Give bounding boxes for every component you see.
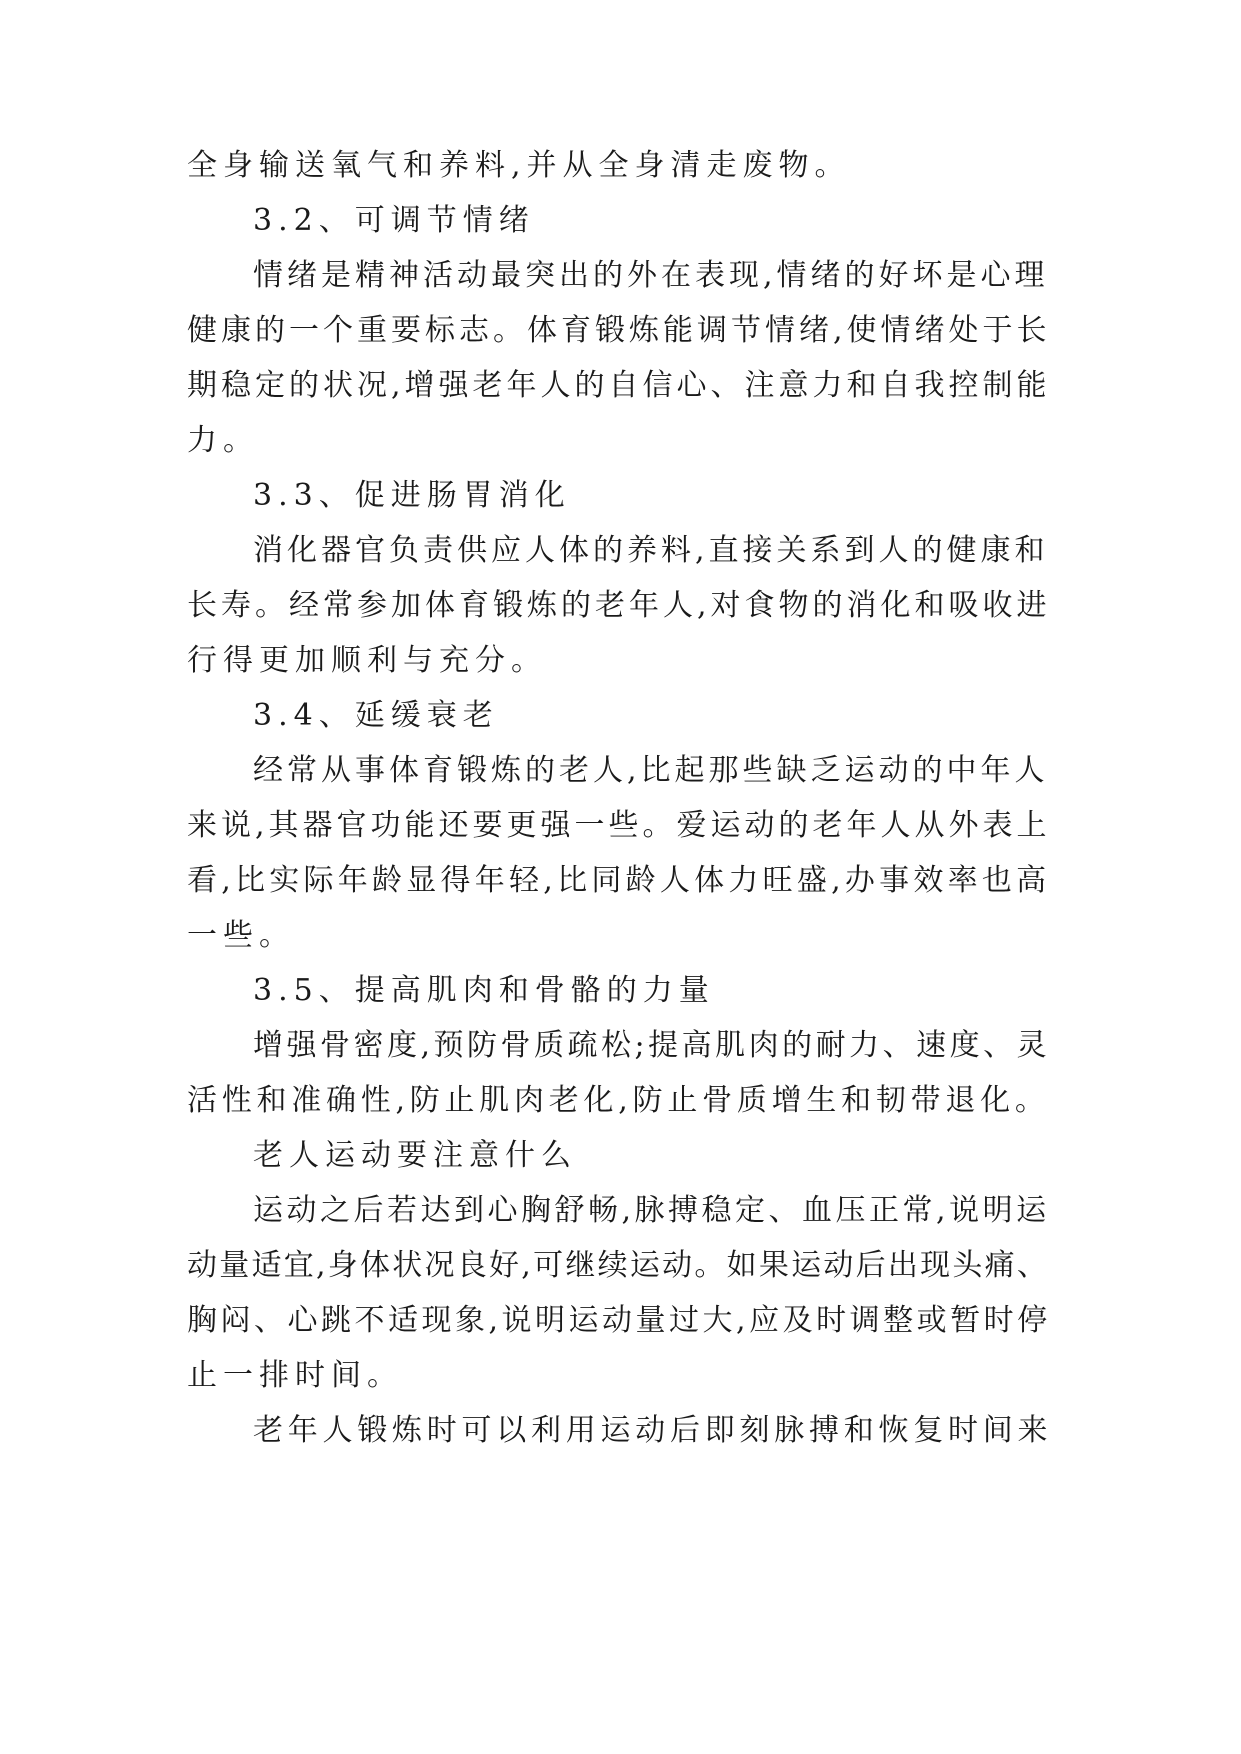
body-line: 运动之后若达到心胸舒畅,脉搏稳定、血压正常,说明运 [253, 1193, 1050, 1228]
body-line: 动量适宜,身体状况良好,可继续运动。如果运动后出现头痛、 [187, 1248, 1050, 1283]
body-line: 增强骨密度,预防骨质疏松;提高肌肉的耐力、速度、灵 [253, 1028, 1051, 1063]
body-line: 来说,其器官功能还要更强一些。爱运动的老年人从外表上 [187, 808, 1051, 843]
body-line: 情绪是精神活动最突出的外在表现,情绪的好坏是心理 [253, 258, 1049, 293]
body-line: 经常从事体育锻炼的老人,比起那些缺乏运动的中年人 [253, 753, 1049, 788]
body-line: 活性和准确性,防止肌肉老化,防止骨质增生和韧带退化。 [187, 1083, 1050, 1118]
body-line: 长寿。经常参加体育锻炼的老年人,对食物的消化和吸收进 [187, 588, 1051, 623]
section-heading: 老人运动要注意什么 [253, 1138, 577, 1173]
body-line: 力。 [187, 423, 259, 458]
body-line: 全身输送氧气和养料,并从全身清走废物。 [187, 148, 851, 183]
section-heading: 3.3、促进肠胃消化 [253, 478, 571, 513]
body-line: 消化器官负责供应人体的养料,直接关系到人的健康和 [253, 533, 1049, 568]
body-line: 行得更加顺利与充分。 [187, 643, 547, 678]
body-line: 看,比实际年龄显得年轻,比同龄人体力旺盛,办事效率也高 [187, 863, 1051, 898]
body-line: 一些。 [187, 918, 295, 953]
section-heading: 3.5、提高肌肉和骨骼的力量 [253, 973, 715, 1008]
body-line: 止一排时间。 [187, 1358, 403, 1393]
body-line: 健康的一个重要标志。体育锻炼能调节情绪,使情绪处于长 [187, 313, 1051, 348]
section-heading: 3.4、延缓衰老 [253, 698, 499, 733]
body-line: 老年人锻炼时可以利用运动后即刻脉搏和恢复时间来 [253, 1413, 1053, 1448]
body-line: 期稳定的状况,增强老年人的自信心、注意力和自我控制能 [187, 368, 1051, 403]
section-heading: 3.2、可调节情绪 [253, 203, 535, 238]
body-line: 胸闷、心跳不适现象,说明运动量过大,应及时调整或暂时停 [187, 1303, 1051, 1338]
